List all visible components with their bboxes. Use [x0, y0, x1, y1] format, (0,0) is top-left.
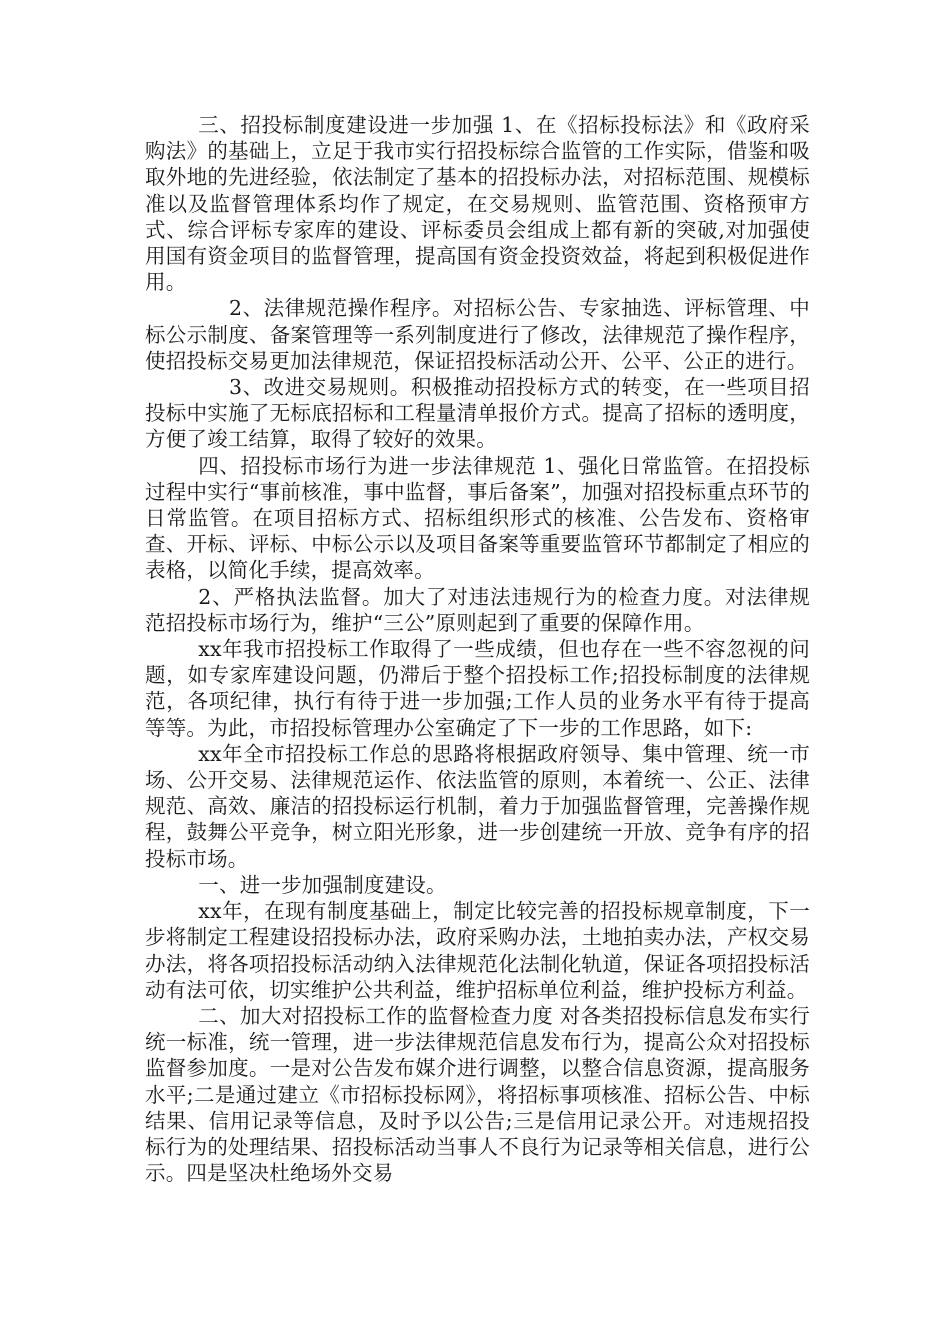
- paragraph-strict-enforcement: 2、严格执法监督。加大了对违法违规行为的检查力度。对法律规范招投标市场行为，维护“三公”原则起到了重要的保障作用。: [145, 584, 810, 635]
- paragraph-overall-plan: xx年全市招投标工作总的思路将根据政府领导、集中管理、统一市场、公开交易、法律规范运作、依法监管的原则，本着统一、公正、法律规范、高效、廉洁的招投标运行机制，着力于加强监督管理，完善操作规程，鼓舞公平竞争，树立阳光形象，进一步创建统一开放、竞争有序的招投标市场。: [145, 741, 810, 871]
- paragraph-problems: xx年我市招投标工作取得了一些成绩，但也存在一些不容忽视的问题，如专家库建设问题，仍滞后于整个招投标工作;招投标制度的法律规范，各项纪律，执行有待于进一步加强;工作人员的业务水平有待于提高等等。为此，市招投标管理办公室确定了下一步的工作思路，如下:: [145, 637, 810, 740]
- paragraph-heading-1: 一、进一步加强制度建设。: [198, 872, 447, 897]
- paragraph-section-3: 三、招投标制度建设进一步加强 1、在《招标投标法》和《政府采购法》的基础上，立足于我市实行招投标综合监管的工作实际，借鉴和吸取外地的先进经验，依法制定了基本的招投标办法，对招标范围、规模标准以及监督管理体系均作了规定，在交易规则、监管范围、资格预审方式、综合评标专家库的建设、评标委员会组成上都有新的突破,对加强使用国有资金项目的监督管理，提高国有资金投资效益，将起到积极促进作用。: [145, 113, 810, 295]
- document-body: [145, 112, 810, 1186]
- paragraph-section-4: 四、招投标市场行为进一步法律规范 1、强化日常监管。在招投标过程中实行“事前核准，事中监督，事后备案”，加强对招投标重点环节的日常监管。在项目招标方式、招标组织形式的核准、公告发布、资格审查、开标、评标、中标公示以及项目备案等重要监管环节都制定了相应的表格，以简化手续，提高效率。: [145, 453, 810, 583]
- paragraph-legal-procedure: 2、法律规范操作程序。对招标公告、专家抽选、评标管理、中标公示制度、备案管理等一系列制度进行了修改，法律规范了操作程序，使招投标交易更加法律规范，保证招投标活动公开、公平、公正的进行。: [145, 296, 810, 373]
- paragraph-trading-rules: 3、改进交易规则。积极推动招投标方式的转变，在一些项目招投标中实施了无标底招标和工程量清单报价方式。提高了招标的透明度，方便了竣工结算，取得了较好的效果。: [145, 375, 810, 452]
- paragraph-heading-2-supervision: 二、加大对招投标工作的监督检查力度 对各类招投标信息发布实行统一标准，统一管理，进一步法律规范信息发布行为，提高公众对招投标监督参加度。一是对公告发布媒介进行调整，以整合信息资源，提高服务水平;二是通过建立《市招标投标网》，将招标事项核准、招标公告、中标结果、信用记录等信息，及时予以公告;三是信用记录公开。对违规招投标行为的处理结果、招投标活动当事人不良行为记录等相关信息，进行公示。四是坚决杜绝场外交易: [145, 1003, 810, 1186]
- paragraph-regulations: xx年，在现有制度基础上，制定比较完善的招投标规章制度，下一步将制定工程建设招投标办法，政府采购办法，土地拍卖办法，产权交易办法，将各项招投标活动纳入法律规范化法制化轨道，保证各项招投标活动有法可依，切实维护公共利益，维护招标单位利益，维护投标方利益。: [145, 899, 810, 1002]
